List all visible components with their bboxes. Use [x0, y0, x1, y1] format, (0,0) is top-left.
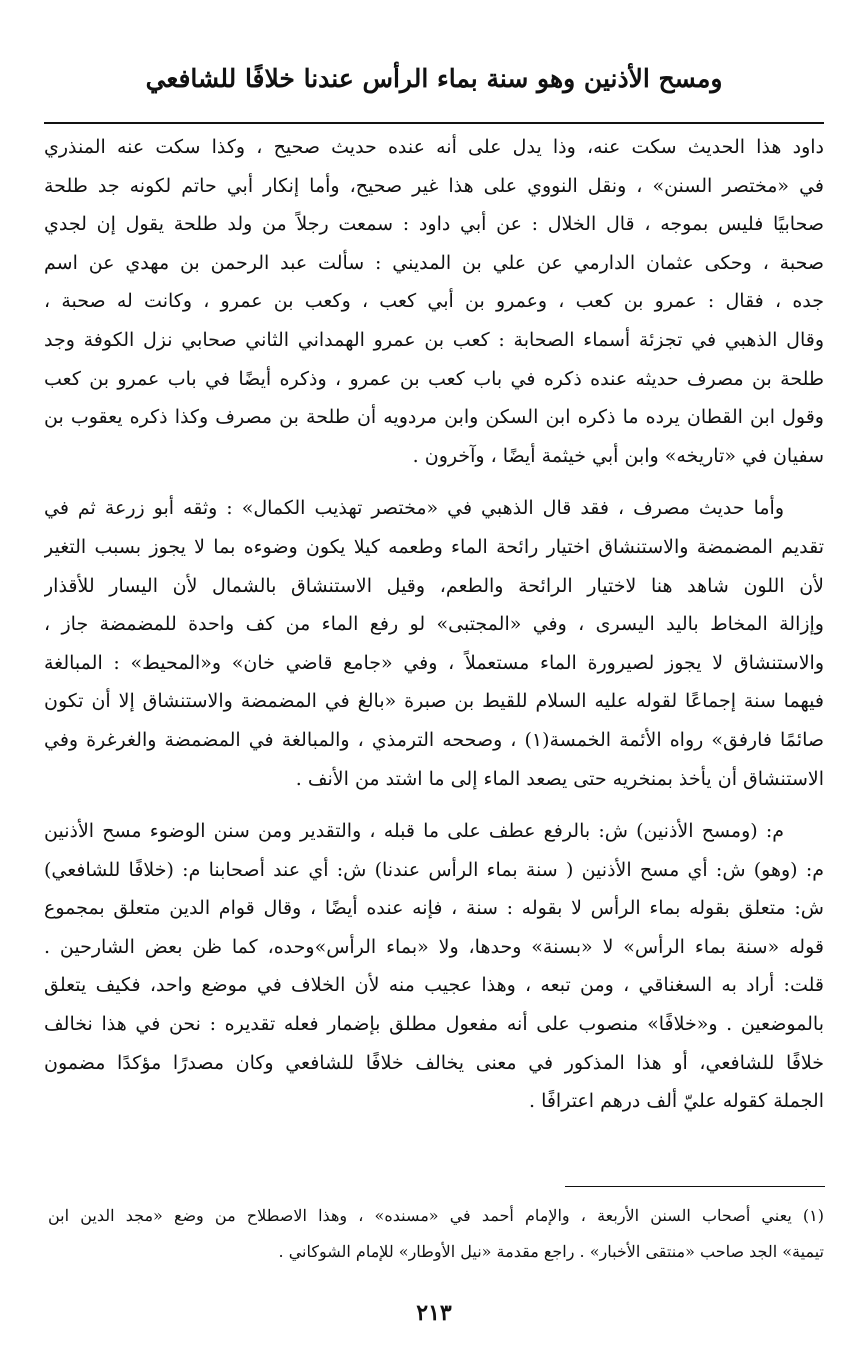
text-line: تقديم المضمضة والاستنشاق اختيار رائحة الماء وطعمه كيلا يكون وضوءه بما لا يجوز بسبب التغير — [44, 535, 824, 558]
text-line: م: (وهو) ش: أي مسح الأذنين ( سنة بماء الرأس عندنا) ش: أي عند أصحابنا م: (خلافًا للشافعي) — [44, 858, 824, 881]
text-line: سفيان في «تاريخه» وابن أبي خيثمة أيضًا ، وآخرون . — [412, 444, 824, 467]
page-number: ٢١٣ — [416, 1300, 452, 1326]
paragraph-2 — [44, 489, 824, 798]
header-rule — [44, 122, 824, 124]
text-line: الاستنشاق أن يأخذ بمنخريه حتى يصعد الماء إلى ما اشتد من الأنف . — [295, 767, 824, 790]
text-line: صحبة ، وحكى عثمان الدارمي عن علي بن المديني : سألت عبد الرحمن بن مهدي عن اسم — [44, 251, 824, 274]
text-line: وقال الذهبي في تجزئة أسماء الصحابة : كعب بن عمرو الهمداني الثاني صحابي نزل الكوفة وجد — [44, 328, 824, 351]
text-line: وأما حديث مصرف ، فقد قال الذهبي في «مختصر تهذيب الكمال» : وثقه أبو زرعة ثم في — [44, 497, 784, 520]
text-line: بالموضعين . و«خلافًا» منصوب على أنه مفعول مطلق بإضمار فعله تقديره : نحن في هذا نخالف — [44, 1013, 824, 1036]
text-line: جده ، فقال : عمرو بن كعب ، وعمرو بن أبي كعب ، وكعب بن عمرو ، وكانت له صحبة ، — [44, 290, 824, 313]
text-line: الجملة كقوله عليّ ألف درهم اعترافًا . — [528, 1090, 824, 1113]
text-line: والاستنشاق لا يجوز لصيرورة الماء مستعملاً ، وفي «جامع قاضي خان» و«المحيط» : المبالغة — [44, 651, 824, 674]
footnote-line: تيمية» الجد صاحب «منتقى الأخبار» . راجع مقدمة «نيل الأوطار» للإمام الشوكاني . — [278, 1242, 824, 1261]
footnote-rule — [565, 1186, 825, 1187]
running-header: ومسح الأذنين وهو سنة بماء الرأس عندنا خلافًا للشافعي — [145, 64, 723, 93]
footnotes — [48, 1198, 824, 1270]
text-line: صحابيًا فليس بموجه ، قال الخلال : عن أبي داود : سمعت رجلاً من ولد طلحة يقول إن لجدي — [44, 213, 824, 236]
text-line: في «مختصر السنن» ، ونقل النووي على هذا غير صحيح، وأما إنكار أبي حاتم لكونه جد طلحة — [44, 174, 824, 197]
text-line: ش: متعلق بقوله بماء الرأس لا بقوله : سنة ، فإنه عنده أيضًا ، وقال قوام الدين متعلق بمجموع — [44, 897, 824, 920]
text-line: فيهما سنة إجماعًا لقوله عليه السلام للقيط بن صبرة «بالغ في المضمضة والاستنشاق إلا أن تكون — [44, 690, 824, 713]
text-line: قلت: أراد به السغناقي ، ومن تبعه ، وهذا عجيب منه لأن الخلاف في موضع واحد، فكيف يتعلق — [44, 974, 824, 997]
text-line: وقول ابن القطان يرده ما ذكره ابن السكن وابن مردويه أن طلحة بن مصرف وكذا ذكره يعقوب بن — [44, 406, 824, 429]
paragraph-3 — [44, 812, 824, 1121]
main-text — [44, 128, 824, 1121]
text-line: قوله «سنة بماء الرأس» لا «بسنة» وحدها، ولا «بماء الرأس»وحده، كما ظن بعض الشارحين . — [44, 935, 824, 958]
paragraph-1 — [44, 128, 824, 475]
footnote-line: (١) يعني أصحاب السنن الأربعة ، والإمام أحمد في «مسنده» ، وهذا الاصطلاح من وضع «مجد الدين ابن — [48, 1206, 824, 1225]
text-line: طلحة بن مصرف حديثه عنده ذكره في باب كعب بن عمرو ، وذكره أيضًا في باب عمرو بن كعب — [44, 367, 824, 390]
text-line: صائمًا فارفق» رواه الأئمة الخمسة(١) ، وصححه الترمذي ، والمبالغة في المضمضة والغرغرة وفي — [44, 728, 824, 751]
text-line: م: (ومسح الأذنين) ش: بالرفع عطف على ما قبله ، والتقدير ومن سنن الوضوء مسح الأذنين — [44, 820, 784, 843]
text-line: خلافًا للشافعي، أو هذا المذكور في معنى يخالف خلافًا للشافعي وكان مصدرًا مؤكدًا مضمون — [44, 1051, 824, 1074]
text-line: لأن اللون شاهد هنا لاختيار الرائحة والطعم، وقيل الاستنشاق بالشمال لأن اليسار للأقذار — [44, 574, 824, 597]
text-line: داود هذا الحديث سكت عنه، وذا يدل على أنه عنده حديث صحيح ، وكذا سكت عنه المنذري — [44, 136, 824, 158]
text-line: وإزالة المخاط باليد اليسرى ، وفي «المجتبى» لو رفع الماء من كف واحدة للمضمضة جاز ، — [44, 613, 824, 636]
